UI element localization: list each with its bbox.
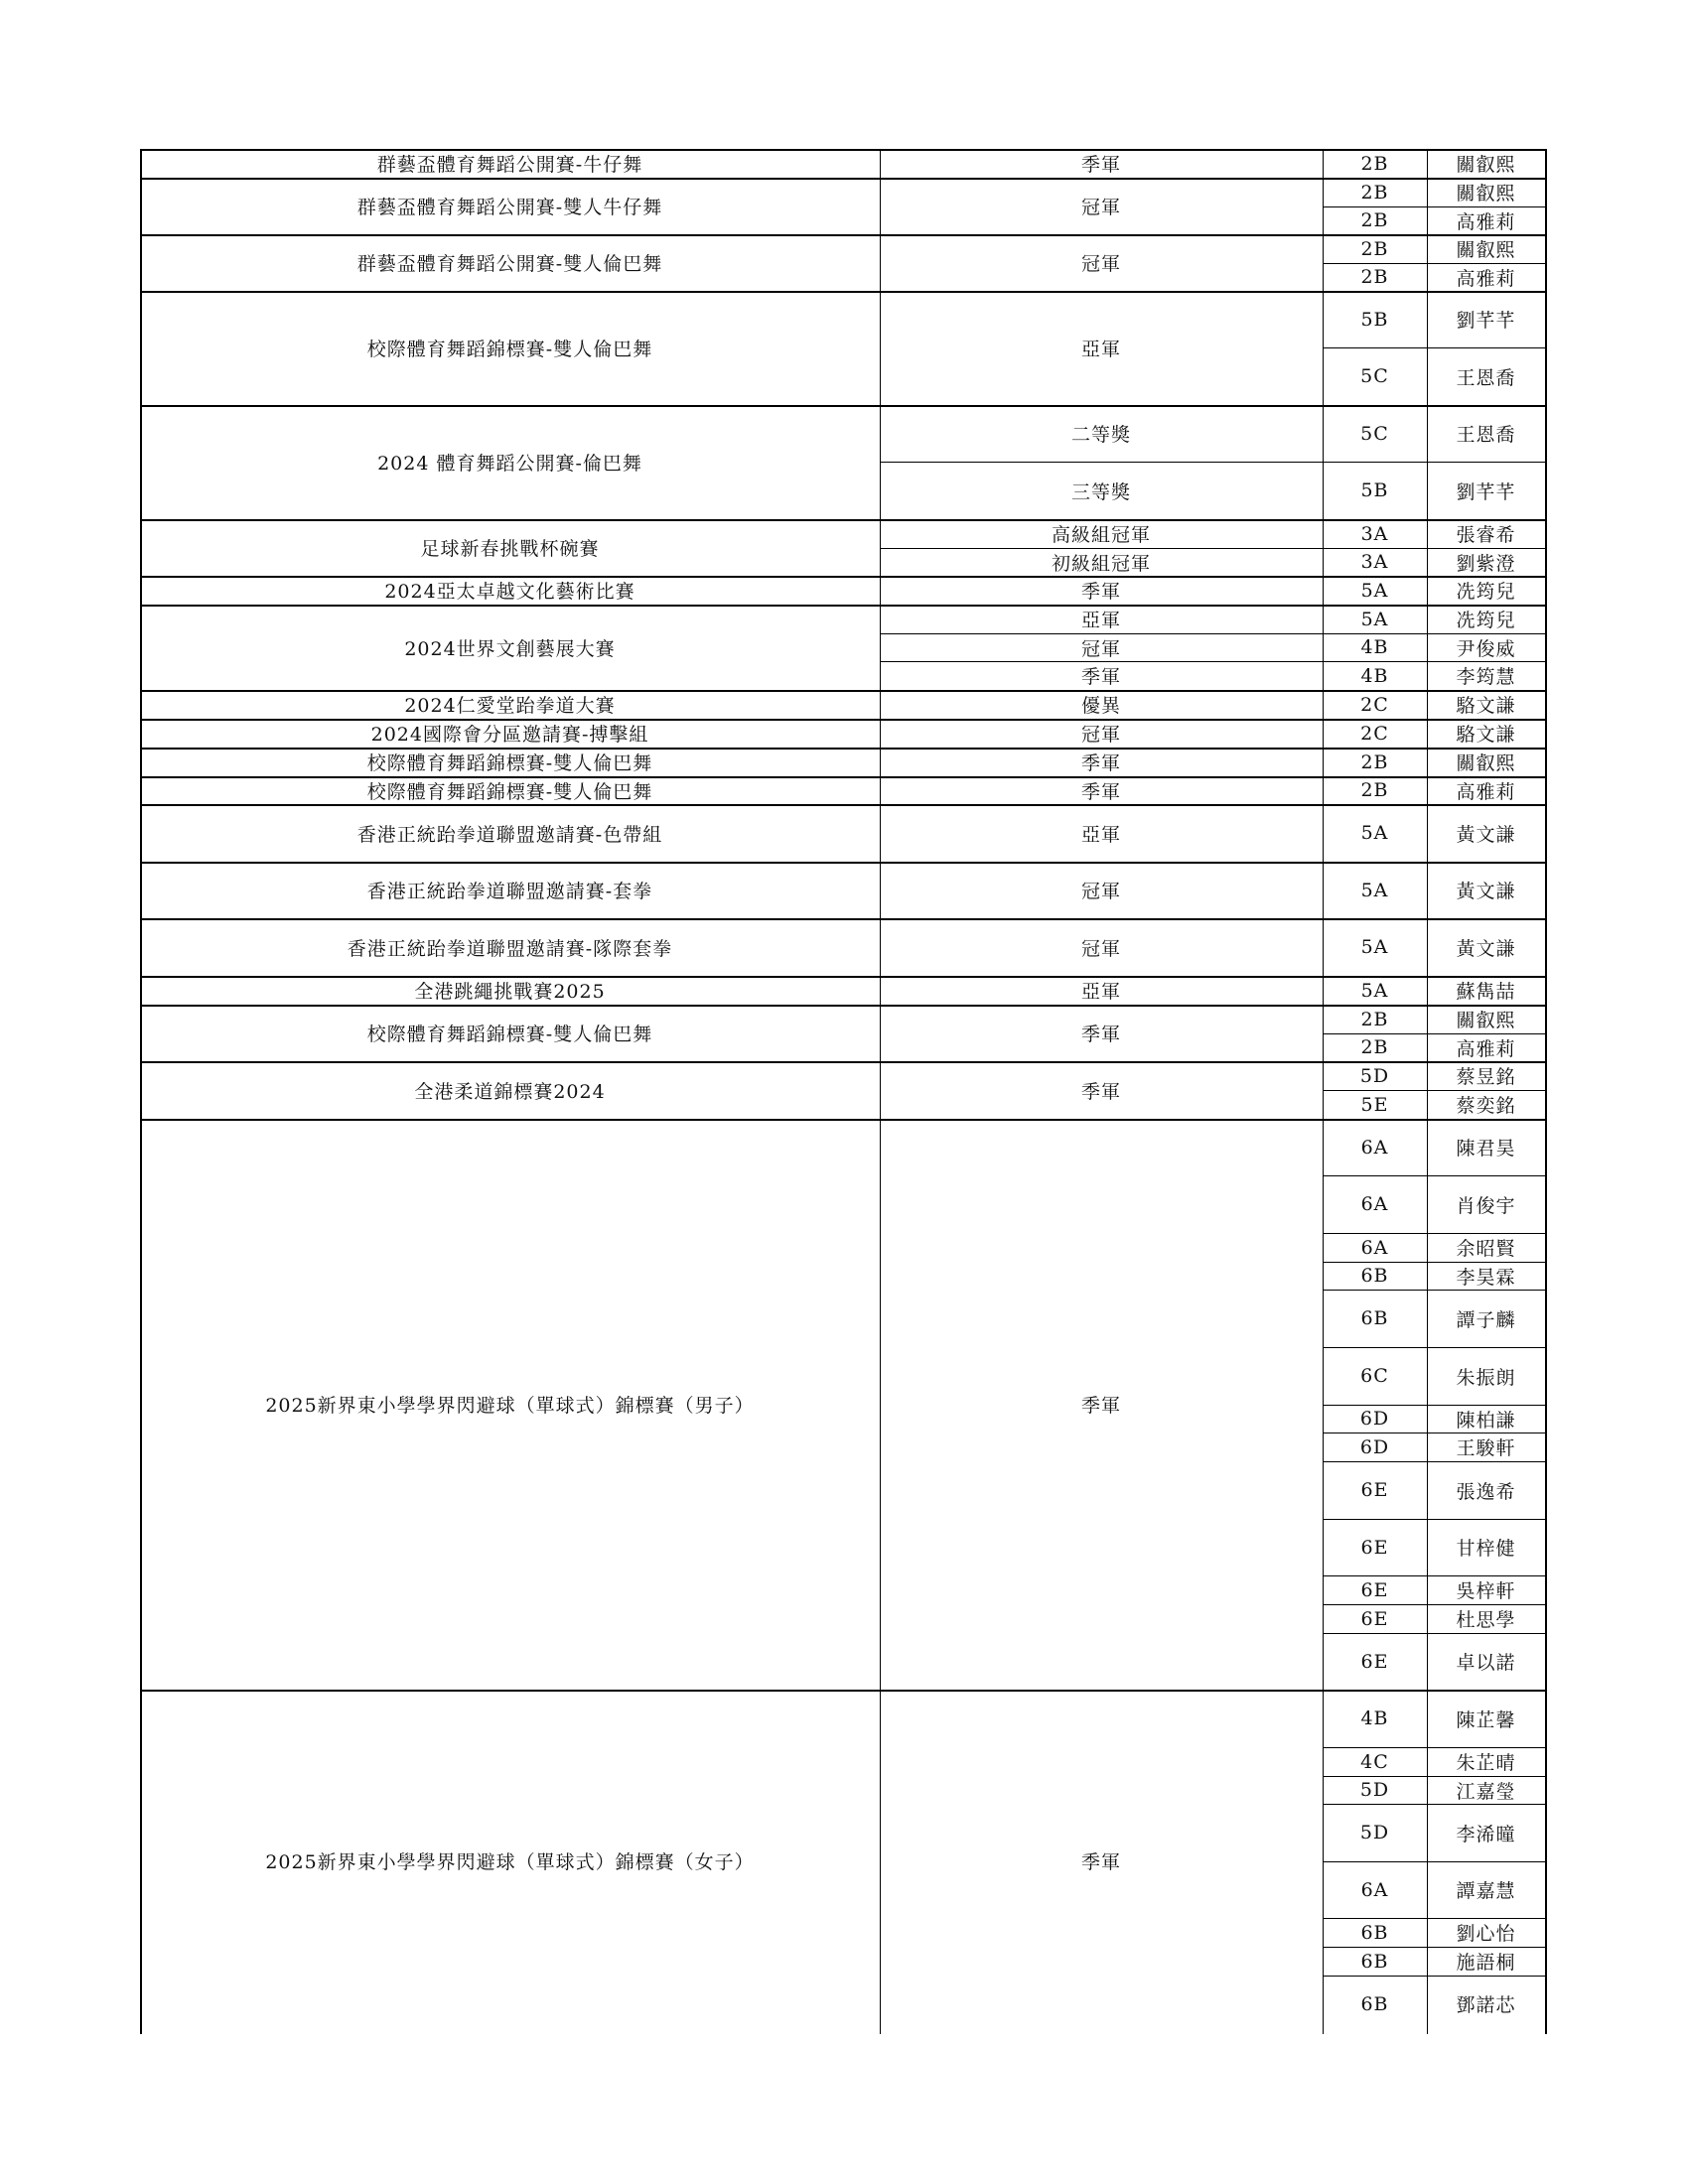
student-class: 5C xyxy=(1360,422,1389,445)
competition-name: 校際體育舞蹈錦標賽-雙人倫巴舞 xyxy=(366,780,653,803)
student-name: 冼筠兒 xyxy=(1456,610,1516,631)
student-name: 黃文謙 xyxy=(1456,823,1516,846)
student-name: 高雅莉 xyxy=(1456,210,1516,233)
student-class: 4B xyxy=(1360,636,1389,658)
competition-name: 2025新界東小學學界閃避球（單球式）錦標賽（男子） xyxy=(265,1395,755,1417)
student-name: 施語桐 xyxy=(1456,1952,1516,1974)
student-class: 2B xyxy=(1360,751,1389,773)
student-name: 蘇雋喆 xyxy=(1456,981,1516,1003)
student-class: 6A xyxy=(1360,1136,1389,1159)
competition-name: 香港正統跆拳道聯盟邀請賽-套拳 xyxy=(366,881,653,902)
student-name: 駱文謙 xyxy=(1456,724,1516,746)
student-class: 6A xyxy=(1360,1236,1389,1259)
competition-name: 2024亞太卓越文化藝術比賽 xyxy=(384,581,635,603)
student-class: 5A xyxy=(1360,579,1389,602)
student-name: 關叡熙 xyxy=(1456,752,1516,774)
student-class: 5A xyxy=(1360,822,1389,844)
student-name: 譚嘉慧 xyxy=(1456,1880,1516,1902)
competition-name: 群藝盃體育舞蹈公開賽-雙人倫巴舞 xyxy=(356,253,663,275)
award-cell: 季軍 xyxy=(1080,1395,1121,1417)
student-class: 3A xyxy=(1360,551,1389,573)
student-name: 江嘉瑩 xyxy=(1456,1780,1516,1803)
student-name: 關叡熙 xyxy=(1456,239,1516,261)
student-name: 王恩喬 xyxy=(1456,424,1516,446)
competition-name: 2025新界東小學學界閃避球（單球式）錦標賽（女子） xyxy=(265,1851,755,1873)
competition-name: 群藝盃體育舞蹈公開賽-牛仔舞 xyxy=(376,154,643,176)
student-name: 蔡昱銘 xyxy=(1456,1066,1516,1088)
student-class: 5E xyxy=(1360,1093,1389,1116)
column-border xyxy=(1323,149,1324,2034)
column-border xyxy=(1545,149,1547,2034)
student-class: 6D xyxy=(1359,1408,1390,1430)
student-class: 6E xyxy=(1360,1607,1389,1630)
competition-name: 全港柔道錦標賽2024 xyxy=(414,1080,606,1103)
student-class: 2B xyxy=(1360,152,1389,175)
student-class: 6E xyxy=(1360,1479,1389,1501)
student-name: 高雅莉 xyxy=(1456,780,1516,803)
student-class: 2B xyxy=(1360,779,1389,801)
student-name: 甘梓健 xyxy=(1456,1538,1516,1560)
student-class: 2B xyxy=(1360,181,1389,204)
student-class: 3A xyxy=(1360,522,1389,545)
student-class: 5C xyxy=(1360,365,1389,387)
competition-name: 2024仁愛堂跆拳道大賽 xyxy=(404,695,616,717)
student-name: 關叡熙 xyxy=(1456,1010,1516,1031)
student-name: 高雅莉 xyxy=(1456,267,1516,290)
award-cell: 季軍 xyxy=(1080,780,1121,803)
student-class: 2B xyxy=(1360,209,1389,231)
competition-name: 足球新春挑戰杯碗賽 xyxy=(420,538,600,560)
student-class: 6A xyxy=(1360,1878,1389,1901)
student-name: 王駿軒 xyxy=(1456,1437,1516,1459)
student-class: 6B xyxy=(1360,1992,1389,2015)
award-cell: 冠軍 xyxy=(1080,724,1121,746)
student-name: 陳柏謙 xyxy=(1456,1409,1516,1432)
student-class: 6B xyxy=(1360,1921,1389,1944)
student-class: 5D xyxy=(1359,1822,1390,1843)
student-name: 黃文謙 xyxy=(1456,937,1516,960)
student-name: 陳芷馨 xyxy=(1456,1708,1516,1731)
student-class: 5A xyxy=(1360,979,1389,1002)
award-cell: 亞軍 xyxy=(1080,981,1121,1003)
competition-name: 校際體育舞蹈錦標賽-雙人倫巴舞 xyxy=(366,752,653,774)
award-cell: 季軍 xyxy=(1080,581,1121,603)
student-name: 駱文謙 xyxy=(1456,695,1516,717)
student-class: 2C xyxy=(1360,693,1389,716)
student-class: 6B xyxy=(1360,1265,1389,1287)
student-name: 朱振朗 xyxy=(1456,1366,1516,1389)
student-name: 關叡熙 xyxy=(1456,183,1516,205)
competition-name: 香港正統跆拳道聯盟邀請賽-色帶組 xyxy=(356,823,663,846)
student-name: 陳君昊 xyxy=(1456,1138,1516,1160)
student-name: 蔡奕銘 xyxy=(1456,1095,1516,1117)
student-class: 5A xyxy=(1360,879,1389,901)
student-class: 6B xyxy=(1360,1307,1389,1329)
student-name: 張逸希 xyxy=(1456,1480,1516,1503)
award-cell: 優異 xyxy=(1080,695,1121,717)
student-class: 5B xyxy=(1360,479,1389,501)
award-cell: 二等獎 xyxy=(1070,424,1131,446)
student-name: 王恩喬 xyxy=(1456,366,1516,389)
competition-name: 2024世界文創藝展大賽 xyxy=(404,637,616,660)
competition-name: 2024 體育舞蹈公開賽-倫巴舞 xyxy=(377,453,642,475)
student-name: 高雅莉 xyxy=(1456,1037,1516,1060)
award-cell: 三等獎 xyxy=(1070,480,1131,503)
competition-name: 2024國際會分區邀請賽-搏擊組 xyxy=(370,724,649,746)
student-name: 劉芊芊 xyxy=(1456,480,1516,503)
student-name: 肖俊宇 xyxy=(1456,1194,1516,1217)
award-cell: 冠軍 xyxy=(1080,881,1121,902)
student-class: 6A xyxy=(1360,1193,1389,1215)
award-cell: 亞軍 xyxy=(1080,610,1121,631)
award-cell: 亞軍 xyxy=(1080,823,1121,846)
competition-name: 校際體育舞蹈錦標賽-雙人倫巴舞 xyxy=(366,1024,653,1045)
competition-name: 群藝盃體育舞蹈公開賽-雙人牛仔舞 xyxy=(356,197,663,218)
student-class: 4C xyxy=(1360,1750,1389,1773)
column-border xyxy=(1427,149,1428,2034)
student-name: 杜思學 xyxy=(1456,1609,1516,1631)
student-class: 2B xyxy=(1360,1008,1389,1030)
award-cell: 季軍 xyxy=(1080,154,1121,176)
award-cell: 季軍 xyxy=(1080,666,1121,688)
column-border xyxy=(880,149,881,2034)
student-name: 劉芊芊 xyxy=(1456,310,1516,332)
student-name: 朱芷晴 xyxy=(1456,1752,1516,1774)
student-name: 劉心怡 xyxy=(1456,1923,1516,1945)
student-class: 4B xyxy=(1360,664,1389,687)
student-name: 尹俊威 xyxy=(1456,637,1516,660)
student-name: 譚子麟 xyxy=(1456,1308,1516,1331)
award-cell: 季軍 xyxy=(1080,1024,1121,1045)
competition-name: 校際體育舞蹈錦標賽-雙人倫巴舞 xyxy=(366,339,653,360)
student-name: 張睿希 xyxy=(1456,524,1516,546)
student-class: 6C xyxy=(1360,1365,1389,1387)
competition-name: 香港正統跆拳道聯盟邀請賽-隊際套拳 xyxy=(347,937,673,960)
competition-name: 全港跳繩挑戰賽2025 xyxy=(414,981,606,1003)
student-class: 2B xyxy=(1360,266,1389,288)
student-class: 5B xyxy=(1360,308,1389,331)
student-name: 卓以諾 xyxy=(1456,1652,1516,1674)
student-name: 劉紫澄 xyxy=(1456,552,1516,575)
student-class: 5A xyxy=(1360,608,1389,630)
student-class: 6E xyxy=(1360,1578,1389,1601)
award-cell: 初級組冠軍 xyxy=(1051,552,1151,575)
student-name: 吳梓軒 xyxy=(1456,1580,1516,1602)
award-cell: 亞軍 xyxy=(1080,339,1121,360)
student-class: 2B xyxy=(1360,237,1389,260)
student-class: 6E xyxy=(1360,1536,1389,1559)
column-border xyxy=(140,149,142,2034)
student-class: 5A xyxy=(1360,936,1389,958)
student-name: 李浠曈 xyxy=(1456,1823,1516,1845)
award-cell: 季軍 xyxy=(1080,752,1121,774)
student-class: 6E xyxy=(1360,1650,1389,1673)
award-cell: 冠軍 xyxy=(1080,197,1121,218)
student-class: 2C xyxy=(1360,722,1389,745)
student-class: 5D xyxy=(1359,1064,1390,1087)
student-name: 李昊霖 xyxy=(1456,1266,1516,1289)
student-name: 黃文謙 xyxy=(1456,881,1516,902)
award-cell: 季軍 xyxy=(1080,1851,1121,1873)
student-name: 冼筠兒 xyxy=(1456,581,1516,603)
student-class: 4B xyxy=(1360,1707,1389,1729)
student-name: 余昭賢 xyxy=(1456,1238,1516,1260)
student-name: 李筠慧 xyxy=(1456,666,1516,688)
student-name: 鄧諾芯 xyxy=(1456,1994,1516,2016)
award-cell: 冠軍 xyxy=(1080,637,1121,660)
student-class: 6B xyxy=(1360,1950,1389,1973)
award-cell: 季軍 xyxy=(1080,1080,1121,1103)
award-cell: 冠軍 xyxy=(1080,937,1121,960)
student-class: 5D xyxy=(1359,1779,1390,1801)
student-class: 2B xyxy=(1360,1036,1389,1058)
award-cell: 冠軍 xyxy=(1080,253,1121,275)
student-class: 6D xyxy=(1359,1435,1390,1458)
student-name: 關叡熙 xyxy=(1456,154,1516,176)
award-cell: 高級組冠軍 xyxy=(1051,524,1151,546)
